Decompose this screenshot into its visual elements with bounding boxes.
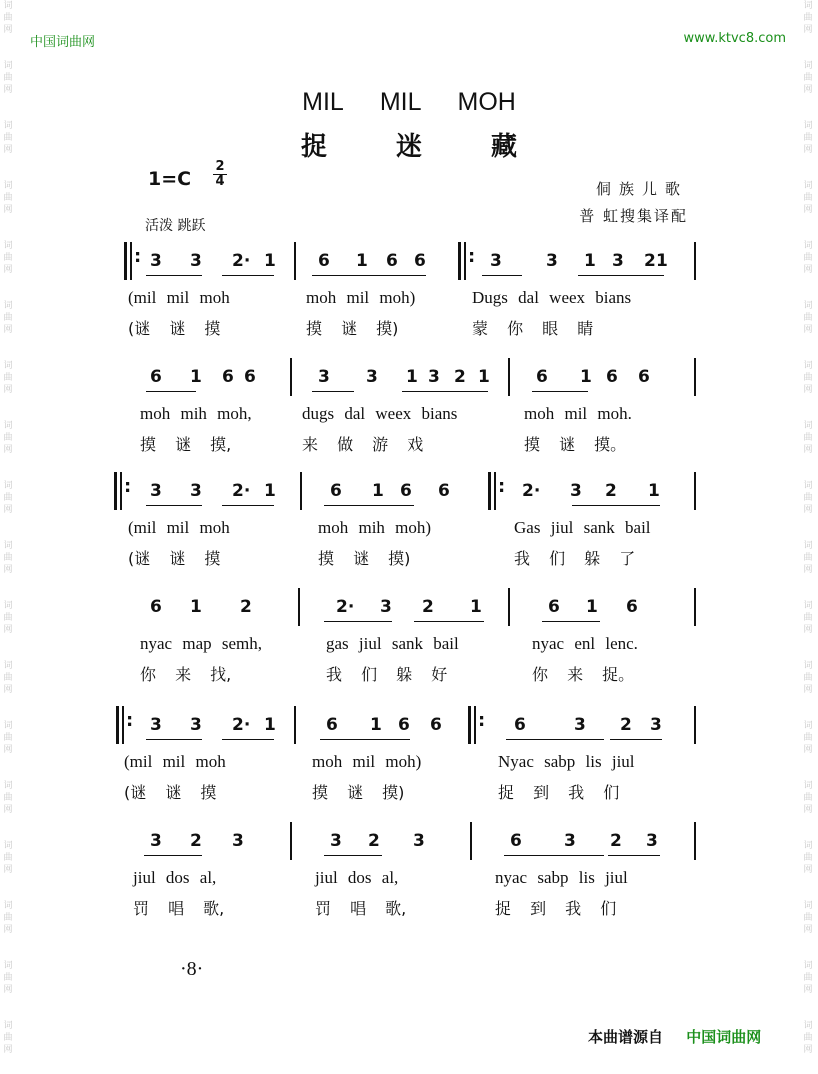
lyric-phrase: moh mih moh) <box>318 518 432 537</box>
note: 6 <box>430 715 442 735</box>
repeat-dots: : <box>498 476 506 497</box>
site-name-watermark: 中国词曲网 <box>30 35 96 50</box>
note: 6 <box>318 251 330 271</box>
side-watermark-text: 词曲网 <box>3 661 13 695</box>
song-title-english: MIL MIL MOH <box>302 88 516 116</box>
barline <box>294 706 296 744</box>
note: 3 <box>366 367 378 387</box>
lyrics-dong <box>0 752 818 776</box>
note: 6 <box>222 367 234 387</box>
side-watermark-text: 词曲网 <box>3 961 13 995</box>
lyric-phrase-zh: 你 来 捉。 <box>532 665 635 684</box>
beam-underline <box>146 739 202 740</box>
side-watermark-text: 词曲网 <box>803 301 813 335</box>
beam-underline <box>610 739 662 740</box>
beam-underline <box>312 275 426 276</box>
source-site: 中国词曲网 <box>686 1028 762 1046</box>
repeat-barline <box>494 472 496 510</box>
note: 3 <box>564 831 576 851</box>
lyric-phrase: moh mil moh) <box>312 752 422 771</box>
lyric-phrase-zh: 蒙 你 眼 睛 <box>472 319 594 338</box>
barline <box>508 588 510 626</box>
side-watermark-text: 词曲网 <box>3 421 13 455</box>
note: 1 <box>586 597 598 617</box>
note: 2· <box>232 481 251 501</box>
note: 6 <box>330 481 342 501</box>
repeat-barline <box>116 706 119 744</box>
source-credit <box>588 1026 761 1047</box>
lyrics-chinese <box>0 662 818 686</box>
note: 1 <box>584 251 596 271</box>
note: 2· <box>232 715 251 735</box>
note: 3 <box>190 251 202 271</box>
jianpu-staff <box>0 364 818 404</box>
note: 6 <box>626 597 638 617</box>
barline <box>694 822 696 860</box>
repeat-barline <box>474 706 476 744</box>
barline <box>694 588 696 626</box>
lyric-phrase-zh: 我 们 躲 了 <box>514 549 636 568</box>
repeat-dots: : <box>478 710 486 731</box>
note: 3 <box>150 715 162 735</box>
note: 3 <box>190 481 202 501</box>
barline <box>290 358 292 396</box>
music-system-3 <box>0 478 818 574</box>
barline <box>300 472 302 510</box>
note: 2 <box>620 715 632 735</box>
music-system-1 <box>0 248 818 344</box>
jianpu-staff <box>0 248 818 288</box>
lyric-phrase: dugs dal weex bians <box>302 404 458 423</box>
beam-underline <box>222 275 274 276</box>
note: 3 <box>380 597 392 617</box>
side-watermark-text: 词曲网 <box>803 181 813 215</box>
side-watermark-text: 词曲网 <box>3 61 13 95</box>
side-watermark-text: 词曲网 <box>803 121 813 155</box>
lyric-phrase-zh: 摸 谜 摸) <box>318 549 411 568</box>
beam-underline <box>324 505 414 506</box>
note: 3 <box>190 715 202 735</box>
note: 2 <box>368 831 380 851</box>
note: 6 <box>400 481 412 501</box>
note: 1 <box>470 597 482 617</box>
time-signature-bottom: 4 <box>215 174 225 189</box>
note: 1 <box>190 367 202 387</box>
note: 3 <box>650 715 662 735</box>
beam-underline <box>578 275 664 276</box>
beam-underline <box>324 855 382 856</box>
repeat-barline <box>124 242 127 280</box>
lyric-phrase: (mil mil moh <box>124 752 226 771</box>
lyric-phrase: nyac enl lenc. <box>532 634 638 653</box>
lyrics-chinese <box>0 316 818 340</box>
beam-underline <box>542 621 600 622</box>
note: 6 <box>514 715 526 735</box>
side-watermark-text: 词曲网 <box>803 901 813 935</box>
side-watermark-text: 词曲网 <box>803 721 813 755</box>
lyric-phrase-zh: 摸 谜 摸, <box>140 435 232 454</box>
note: 3 <box>318 367 330 387</box>
jianpu-staff <box>0 594 818 634</box>
barline <box>694 242 696 280</box>
note: 3 <box>546 251 558 271</box>
note: 2 <box>240 597 252 617</box>
beam-underline <box>506 739 604 740</box>
note: 1 <box>478 367 490 387</box>
repeat-dots: : <box>124 476 132 497</box>
lyric-phrase-zh: 捉 到 我 们 <box>498 783 620 802</box>
side-watermark-text: 词曲网 <box>3 121 13 155</box>
note: 6 <box>150 597 162 617</box>
music-system-5 <box>0 712 818 808</box>
side-watermark-text: 词曲网 <box>3 901 13 935</box>
note: 6 <box>510 831 522 851</box>
lyrics-dong <box>0 288 818 312</box>
note: 3 <box>232 831 244 851</box>
repeat-barline <box>458 242 461 280</box>
beam-underline <box>324 621 392 622</box>
lyric-phrase-zh: 罚 唱 歌, <box>133 899 225 918</box>
side-watermark-text: 词曲网 <box>803 961 813 995</box>
repeat-barline <box>488 472 491 510</box>
site-url-watermark: www.ktvc8.com <box>683 31 786 46</box>
repeat-dots: : <box>134 246 142 267</box>
lyric-phrase: (mil mil moh <box>128 288 230 307</box>
lyric-phrase-zh: 你 来 找, <box>140 665 232 684</box>
lyrics-chinese <box>0 432 818 456</box>
beam-underline <box>482 275 522 276</box>
lyric-phrase-zh: 来 做 游 戏 <box>302 435 424 454</box>
side-watermark-text: 词曲网 <box>803 541 813 575</box>
side-watermark-text: 词曲网 <box>3 721 13 755</box>
page-number: ·8· <box>180 958 204 980</box>
note: 1 <box>356 251 368 271</box>
beam-underline <box>402 391 488 392</box>
note: 3 <box>330 831 342 851</box>
note: 1 <box>264 251 276 271</box>
lyric-phrase-zh: (谜 谜 摸 <box>124 783 217 802</box>
note: 6 <box>398 715 410 735</box>
note: 6 <box>414 251 426 271</box>
note: 3 <box>413 831 425 851</box>
note: 3 <box>150 481 162 501</box>
note: 2 <box>190 831 202 851</box>
lyrics-dong <box>0 518 818 542</box>
side-watermark-text: 词曲网 <box>803 601 813 635</box>
note: 3 <box>150 831 162 851</box>
lyric-phrase-zh: (谜 谜 摸 <box>128 549 221 568</box>
note: 3 <box>574 715 586 735</box>
note: 6 <box>150 367 162 387</box>
note: 2· <box>522 481 541 501</box>
lyric-phrase: moh mil moh. <box>524 404 632 423</box>
repeat-dots: : <box>126 710 134 731</box>
note: 6 <box>326 715 338 735</box>
barline <box>694 472 696 510</box>
lyrics-chinese <box>0 896 818 920</box>
repeat-barline <box>114 472 117 510</box>
side-watermark-text: 词曲网 <box>803 361 813 395</box>
beam-underline <box>146 391 196 392</box>
note: 1 <box>580 367 592 387</box>
barline <box>694 358 696 396</box>
side-watermark-text: 词曲网 <box>803 781 813 815</box>
side-watermark-text: 词曲网 <box>3 781 13 815</box>
credit-arranger: 普 虹搜集译配 <box>579 207 688 225</box>
note: 6 <box>536 367 548 387</box>
side-watermark-text: 词曲网 <box>3 481 13 515</box>
side-watermark-text: 词曲网 <box>3 601 13 635</box>
beam-underline <box>414 621 484 622</box>
lyric-phrase-zh: 摸 谜 摸。 <box>524 435 627 454</box>
lyrics-dong <box>0 868 818 892</box>
note: 2· <box>232 251 251 271</box>
side-watermark-text: 词曲网 <box>803 481 813 515</box>
repeat-barline <box>468 706 471 744</box>
beam-underline <box>312 391 354 392</box>
note: 1 <box>190 597 202 617</box>
note: 1 <box>406 367 418 387</box>
song-title-chinese: 捉 迷 藏 <box>300 132 548 162</box>
side-watermark-text: 词曲网 <box>803 61 813 95</box>
note: 2 <box>454 367 466 387</box>
beam-underline <box>144 855 202 856</box>
lyric-phrase: Dugs dal weex bians <box>472 288 632 307</box>
beam-underline <box>222 505 274 506</box>
note: 2 <box>610 831 622 851</box>
lyric-phrase: nyac sabp lis jiul <box>495 868 628 887</box>
note: 1 <box>264 481 276 501</box>
lyrics-chinese <box>0 546 818 570</box>
note: 2 <box>605 481 617 501</box>
lyric-phrase-zh: 摸 谜 摸) <box>312 783 405 802</box>
note: 2· <box>336 597 355 617</box>
lyric-phrase: (mil mil moh <box>128 518 230 537</box>
note: 6 <box>386 251 398 271</box>
side-watermark-text: 词曲网 <box>803 841 813 875</box>
lyric-phrase: Gas jiul sank bail <box>514 518 651 537</box>
note: 3 <box>612 251 624 271</box>
side-watermark-text: 词曲网 <box>3 1 13 35</box>
barline <box>290 822 292 860</box>
beam-underline <box>146 505 202 506</box>
credit-origin: 侗族儿歌 <box>595 180 688 198</box>
note: 6 <box>438 481 450 501</box>
note: 1 <box>372 481 384 501</box>
side-watermark-text: 词曲网 <box>3 841 13 875</box>
repeat-barline <box>120 472 122 510</box>
note: 3 <box>646 831 658 851</box>
note: 1 <box>648 481 660 501</box>
beam-underline <box>146 275 202 276</box>
note: 6 <box>638 367 650 387</box>
side-watermark-text: 词曲网 <box>803 421 813 455</box>
note: 1 <box>264 715 276 735</box>
time-signature <box>213 160 227 189</box>
lyrics-chinese <box>0 780 818 804</box>
lyric-phrase-zh: 捉 到 我 们 <box>495 899 617 918</box>
lyrics-dong <box>0 634 818 658</box>
lyric-phrase-zh: 我 们 躲 好 <box>326 665 448 684</box>
lyric-phrase: jiul dos al, <box>315 868 399 887</box>
lyric-phrase: Nyac sabp lis jiul <box>498 752 635 771</box>
side-watermark-text: 词曲网 <box>3 241 13 275</box>
note: 6 <box>548 597 560 617</box>
side-watermark-text: 词曲网 <box>3 301 13 335</box>
lyric-phrase: moh mih moh, <box>140 404 252 423</box>
lyrics-dong <box>0 404 818 428</box>
side-watermark-text: 词曲网 <box>803 1021 813 1055</box>
barline <box>294 242 296 280</box>
lyric-phrase-zh: (谜 谜 摸 <box>128 319 221 338</box>
repeat-dots: : <box>468 246 476 267</box>
barline <box>508 358 510 396</box>
repeat-barline <box>130 242 132 280</box>
lyric-phrase-zh: 摸 谜 摸) <box>306 319 399 338</box>
barline <box>298 588 300 626</box>
note: 1 <box>370 715 382 735</box>
note: 2 <box>644 251 656 271</box>
jianpu-staff <box>0 828 818 868</box>
beam-underline <box>532 391 588 392</box>
note: 3 <box>490 251 502 271</box>
side-watermark-text: 词曲网 <box>3 361 13 395</box>
source-label: 本曲谱源自 <box>588 1028 664 1046</box>
side-watermark-text: 词曲网 <box>3 541 13 575</box>
side-watermark-text: 词曲网 <box>3 1021 13 1055</box>
side-watermark-text: 词曲网 <box>803 661 813 695</box>
lyric-phrase: gas jiul sank bail <box>326 634 459 653</box>
jianpu-staff <box>0 712 818 752</box>
side-watermark-text: 词曲网 <box>3 181 13 215</box>
beam-underline <box>504 855 604 856</box>
repeat-barline <box>464 242 466 280</box>
lyric-phrase: moh mil moh) <box>306 288 416 307</box>
side-watermark-text: 词曲网 <box>803 1 813 35</box>
lyric-phrase: nyac map semh, <box>140 634 262 653</box>
time-signature-top: 2 <box>215 159 225 174</box>
barline <box>470 822 472 860</box>
music-system-4 <box>0 594 818 690</box>
note: 6 <box>606 367 618 387</box>
barline <box>694 706 696 744</box>
tempo-marking: 活泼 跳跃 <box>145 218 206 234</box>
lyric-phrase: jiul dos al, <box>133 868 217 887</box>
side-watermark-text: 词曲网 <box>803 241 813 275</box>
note: 3 <box>570 481 582 501</box>
note: 3 <box>428 367 440 387</box>
note: 2 <box>422 597 434 617</box>
beam-underline <box>222 739 274 740</box>
beam-underline <box>320 739 410 740</box>
music-system-6 <box>0 828 818 924</box>
note: 3 <box>150 251 162 271</box>
key-signature: 1=C <box>148 168 192 190</box>
music-system-2 <box>0 364 818 460</box>
jianpu-staff <box>0 478 818 518</box>
lyric-phrase-zh: 罚 唱 歌, <box>315 899 407 918</box>
beam-underline <box>608 855 660 856</box>
repeat-barline <box>122 706 124 744</box>
beam-underline <box>600 505 660 506</box>
note: 6 <box>244 367 256 387</box>
note: 1 <box>656 251 668 271</box>
